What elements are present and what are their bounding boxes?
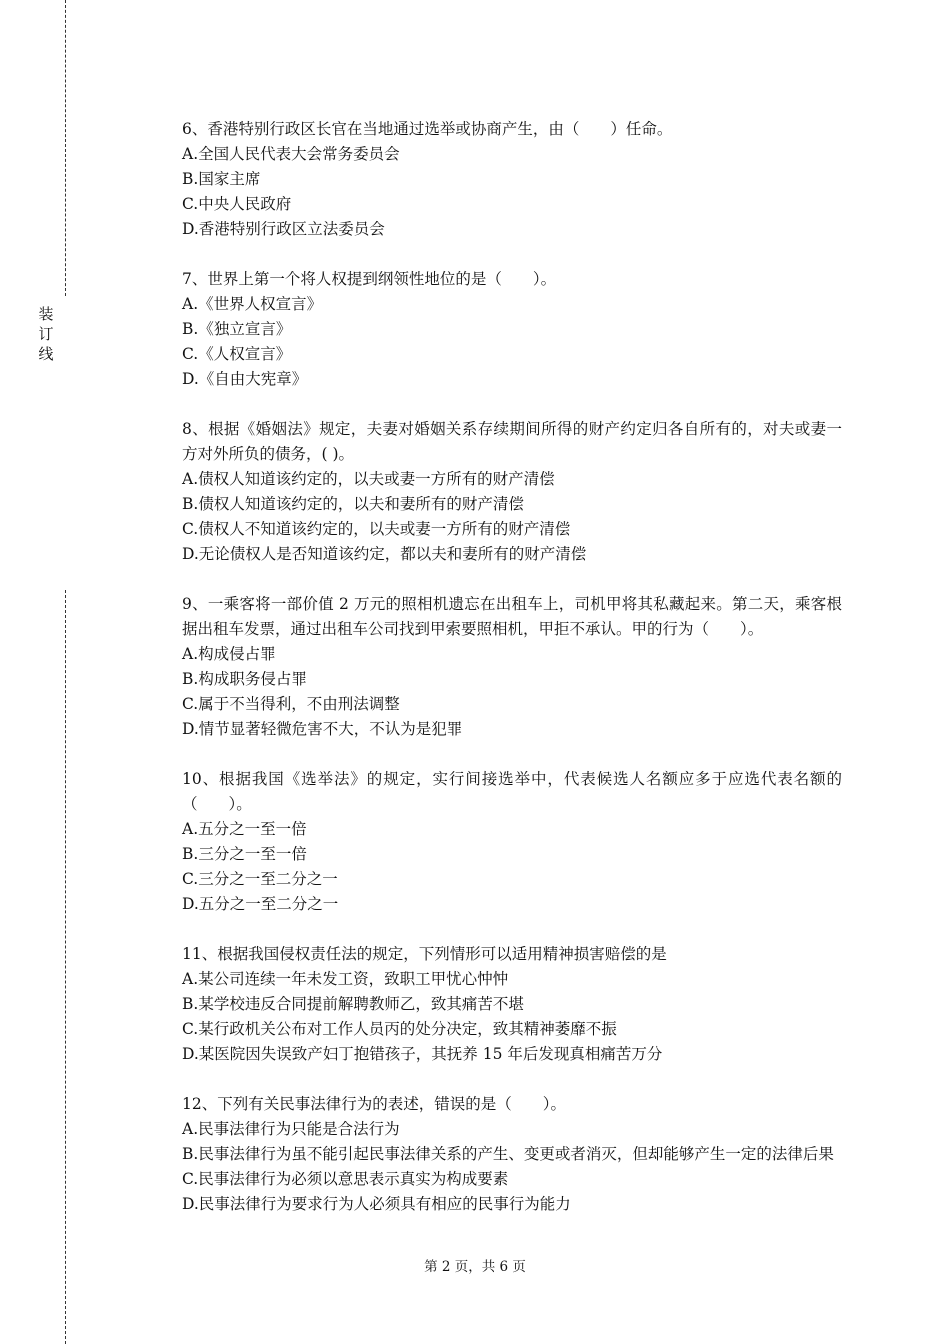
option-a: A.构成侵占罪 — [182, 645, 276, 663]
option-c: C.属于不当得利，不由刑法调整 — [182, 695, 400, 713]
option-c: C.三分之一至二分之一 — [182, 870, 338, 888]
binding-line-bottom — [65, 590, 66, 1344]
option-a: A.《世界人权宣言》 — [182, 295, 323, 313]
question-7 — [182, 267, 842, 392]
question-stem: 11、根据我国侵权责任法的规定，下列情形可以适用精神损害赔偿的是 — [182, 945, 667, 963]
binding-label-char: 订 — [38, 325, 54, 343]
question-12 — [182, 1092, 842, 1217]
option-a: A.某公司连续一年未发工资，致职工甲忧心忡忡 — [182, 970, 509, 988]
option-d: D.某医院因失误致产妇丁抱错孩子，其抚养 15 年后发现真相痛苦万分 — [182, 1045, 663, 1063]
option-d: D.情节显著轻微危害不大，不认为是犯罪 — [182, 720, 463, 738]
question-9 — [182, 592, 842, 742]
option-b: B.构成职务侵占罪 — [182, 670, 307, 688]
option-b: B.《独立宣言》 — [182, 320, 292, 338]
option-b: B.某学校违反合同提前解聘教师乙，致其痛苦不堪 — [182, 995, 524, 1013]
question-11 — [182, 942, 842, 1067]
option-d: D.五分之一至二分之一 — [182, 895, 339, 913]
option-c: C.中央人民政府 — [182, 195, 292, 213]
option-c: C.某行政机关公布对工作人员丙的处分决定，致其精神萎靡不振 — [182, 1020, 617, 1038]
option-b: B.三分之一至一倍 — [182, 845, 307, 863]
question-list — [182, 117, 842, 1242]
option-b: B.债权人知道该约定的，以夫和妻所有的财产清偿 — [182, 495, 524, 513]
option-c: C.民事法律行为必须以意思表示真实为构成要素 — [182, 1170, 509, 1188]
question-stem: 7、世界上第一个将人权提到纲领性地位的是（ ）。 — [182, 270, 557, 288]
option-a: A.五分之一至一倍 — [182, 820, 307, 838]
option-d: D.香港特别行政区立法委员会 — [182, 220, 385, 238]
binding-label — [37, 304, 55, 364]
option-d: D.《自由大宪章》 — [182, 370, 308, 388]
question-stem: 6、香港特别行政区长官在当地通过选举或协商产生，由（ ）任命。 — [182, 120, 673, 138]
option-a: A.民事法律行为只能是合法行为 — [182, 1120, 400, 1138]
option-c: C.《人权宣言》 — [182, 345, 292, 363]
question-8 — [182, 417, 842, 567]
binding-label-char: 线 — [38, 345, 54, 363]
question-stem: 9、一乘客将一部价值 2 万元的照相机遗忘在出租车上，司机甲将其私藏起来。第二天，乘客根据出租车发票，通过出租车公司找到甲索要照相机，甲拒不承认。甲的行为（ ）。 — [182, 595, 842, 638]
binding-label-char: 装 — [38, 305, 54, 323]
binding-line-top — [65, 0, 66, 296]
option-d: D.无论债权人是否知道该约定，都以夫和妻所有的财产清偿 — [182, 545, 587, 563]
page-number: 第 2 页，共 6 页 — [424, 1259, 526, 1275]
option-d: D.民事法律行为要求行为人必须具有相应的民事行为能力 — [182, 1195, 571, 1213]
option-b: B.民事法律行为虽不能引起民事法律关系的产生、变更或者消灭，但却能够产生一定的法律后果 — [182, 1145, 834, 1163]
question-stem: 10、根据我国《选举法》的规定，实行间接选举中，代表候选人名额应多于应选代表名额的（ ）。 — [182, 770, 842, 813]
option-a: A.债权人知道该约定的，以夫或妻一方所有的财产清偿 — [182, 470, 555, 488]
option-a: A.全国人民代表大会常务委员会 — [182, 145, 400, 163]
option-c: C.债权人不知道该约定的，以夫或妻一方所有的财产清偿 — [182, 520, 571, 538]
question-stem: 12、下列有关民事法律行为的表述，错误的是（ ）。 — [182, 1095, 566, 1113]
question-10 — [182, 767, 842, 917]
question-stem: 8、根据《婚姻法》规定，夫妻对婚姻关系存续期间所得的财产约定归各自所有的，对夫或妻一方对外所负的债务，( )。 — [182, 420, 842, 463]
option-b: B.国家主席 — [182, 170, 261, 188]
question-6 — [182, 117, 842, 242]
